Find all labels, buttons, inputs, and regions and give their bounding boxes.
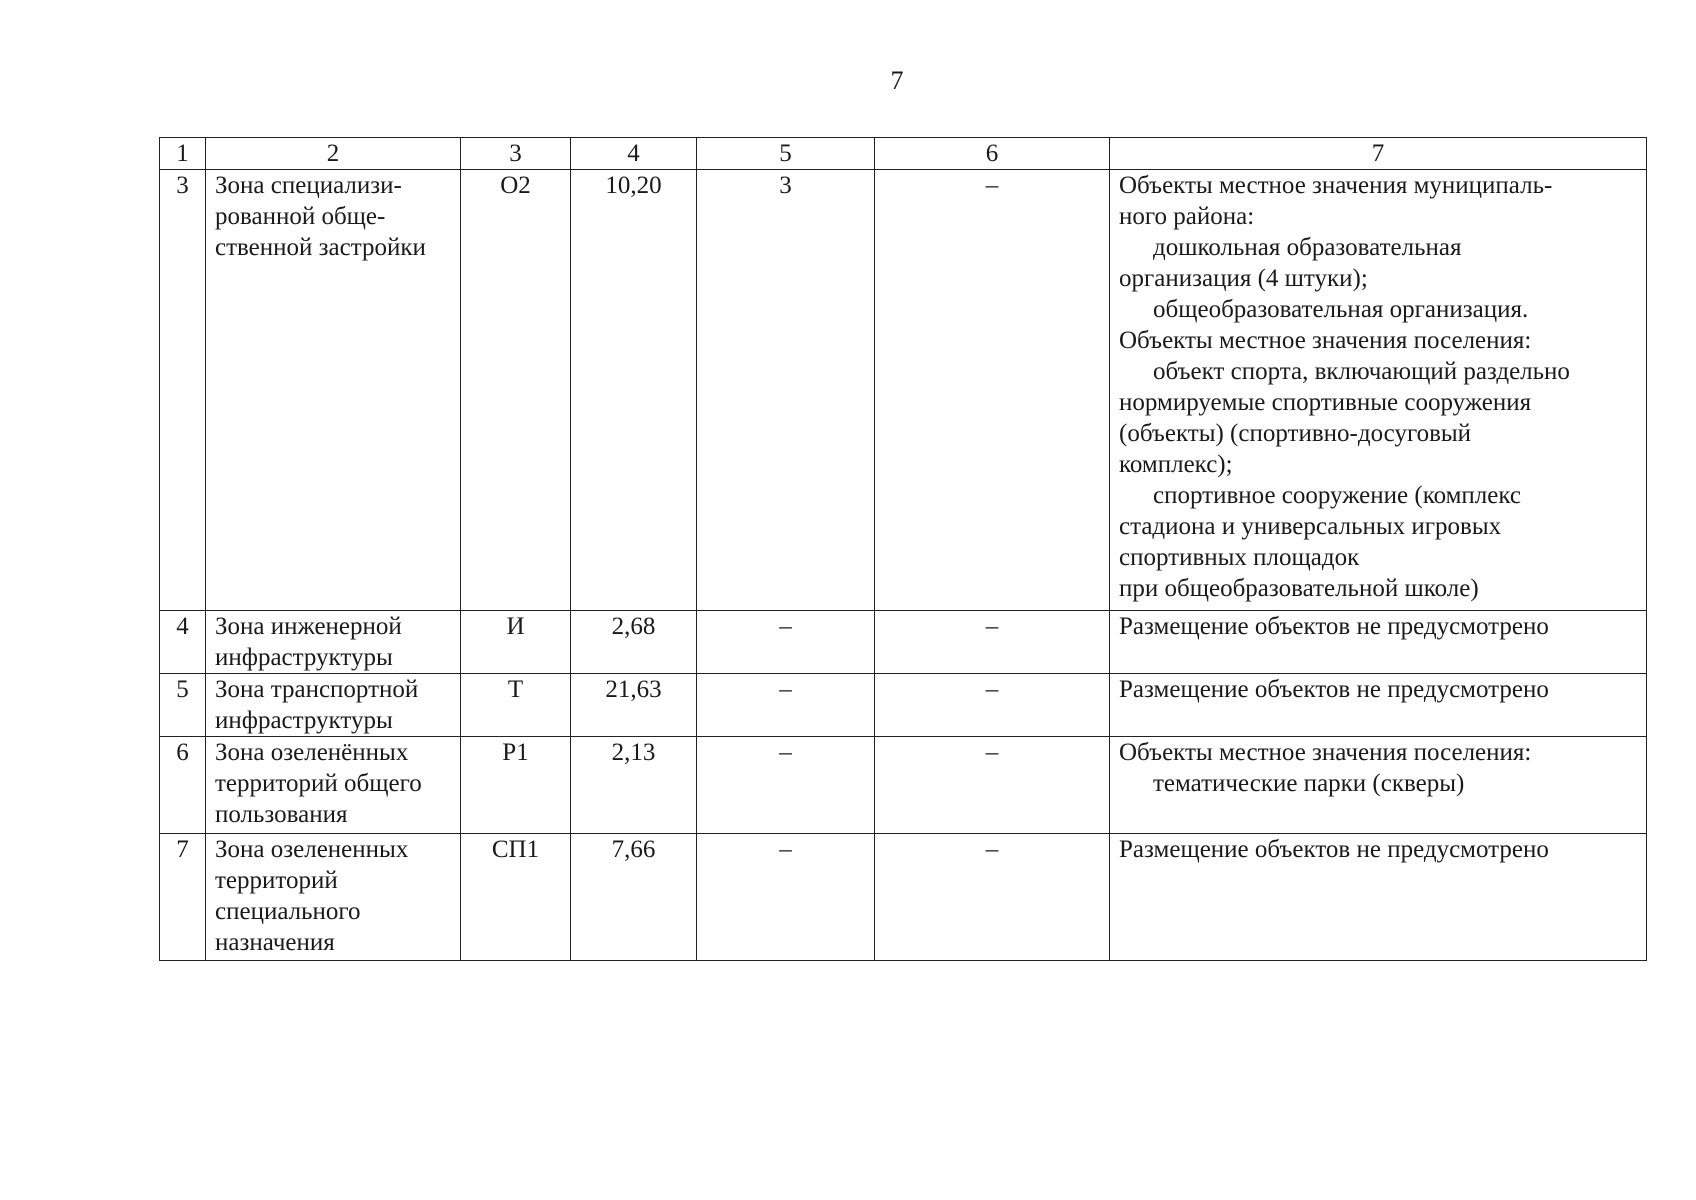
row-number-cell xyxy=(160,611,206,674)
zone-area: 21,63 xyxy=(605,676,662,703)
column-5-cell xyxy=(697,674,875,737)
zone-code: СП1 xyxy=(491,836,540,863)
column-6-value: – xyxy=(985,172,999,199)
column-6-value: – xyxy=(985,739,999,766)
description-line: спортивных площадок xyxy=(1119,544,1360,571)
column-6-cell xyxy=(875,170,1110,611)
zone-name-line: Зона озелененных xyxy=(215,836,409,863)
description-line: комплекс); xyxy=(1119,451,1233,478)
column-5-value: 3 xyxy=(779,172,792,199)
zone-name-line: инфраструктуры xyxy=(215,644,393,671)
zone-code-cell xyxy=(461,170,571,611)
description-cell xyxy=(1110,170,1647,611)
zone-area: 7,66 xyxy=(611,836,656,863)
table-row xyxy=(160,611,1647,674)
description-line: Объекты местное значения поселения: xyxy=(1119,327,1532,354)
column-5-cell xyxy=(697,170,875,611)
column-6-cell xyxy=(875,611,1110,674)
description-line: Объекты местное значения поселения: xyxy=(1119,739,1532,766)
row-number: 5 xyxy=(176,676,189,703)
table-row xyxy=(160,674,1647,737)
column-5-cell xyxy=(697,611,875,674)
column-6-cell xyxy=(875,674,1110,737)
zone-name-line: территорий общего xyxy=(215,770,422,797)
column-5-value: – xyxy=(779,676,792,703)
description-line: при общеобразовательной школе) xyxy=(1119,575,1479,602)
zone-name-line: назначения xyxy=(215,929,335,956)
zone-area-cell xyxy=(571,834,697,961)
description-line: Размещение объектов не предусмотрено xyxy=(1119,836,1549,863)
header-cell-6: 6 xyxy=(875,138,1110,170)
description-line: Размещение объектов не предусмотрено xyxy=(1119,613,1549,640)
zone-name-line: ственной застройки xyxy=(215,234,426,261)
zone-code: О2 xyxy=(500,172,531,199)
description-cell xyxy=(1110,737,1647,834)
column-6-value: – xyxy=(985,613,999,640)
description-line: ного района: xyxy=(1119,203,1255,230)
zone-code: Т xyxy=(507,676,524,703)
zone-name-line: пользования xyxy=(215,801,348,828)
header-cell-4: 4 xyxy=(571,138,697,170)
zone-name-line: специального xyxy=(215,898,361,925)
description-line: объект спорта, включающий раздельно xyxy=(1153,358,1570,385)
column-5-value: – xyxy=(779,739,792,766)
zones-table-body xyxy=(160,138,1647,961)
row-number-cell xyxy=(160,737,206,834)
description-line: спортивное сооружение (комплекс xyxy=(1153,482,1521,509)
zone-name-cell xyxy=(206,170,461,611)
description-line: дошкольная образовательная xyxy=(1153,234,1462,261)
zone-code: И xyxy=(506,613,525,640)
zones-table xyxy=(159,137,1647,961)
description-line: Размещение объектов не предусмотрено xyxy=(1119,676,1549,703)
column-6-cell xyxy=(875,737,1110,834)
header-cell-2: 2 xyxy=(206,138,461,170)
table-row xyxy=(160,737,1647,834)
zone-name-line: Зона озеленённых xyxy=(215,739,409,766)
description-cell xyxy=(1110,611,1647,674)
zone-code-cell xyxy=(461,674,571,737)
column-5-cell xyxy=(697,834,875,961)
zone-code: Р1 xyxy=(502,739,529,766)
row-number-cell xyxy=(160,674,206,737)
zone-area: 2,13 xyxy=(611,739,656,766)
row-number: 4 xyxy=(176,613,189,640)
page-number: 7 xyxy=(890,66,904,95)
table-row xyxy=(160,170,1647,611)
description-cell xyxy=(1110,834,1647,961)
description-line: организация (4 штуки); xyxy=(1119,265,1368,292)
description-line: общеобразовательная организация. xyxy=(1153,296,1529,323)
description-cell xyxy=(1110,674,1647,737)
column-6-value: – xyxy=(985,836,999,863)
row-number-cell xyxy=(160,170,206,611)
zone-name-line: Зона специализи- xyxy=(215,172,402,199)
header-cell-1: 1 xyxy=(160,138,206,170)
zone-name-line: Зона инженерной xyxy=(215,613,402,640)
column-5-cell xyxy=(697,737,875,834)
row-number: 3 xyxy=(176,172,189,199)
zone-area-cell xyxy=(571,737,697,834)
zone-name-cell xyxy=(206,834,461,961)
description-line: (объекты) (спортивно-досуговый xyxy=(1119,420,1472,447)
row-number: 7 xyxy=(176,836,189,863)
description-line: тематические парки (скверы) xyxy=(1153,770,1465,797)
description-line: стадиона и универсальных игровых xyxy=(1119,513,1502,540)
column-5-value: – xyxy=(779,613,792,640)
zone-code-cell xyxy=(461,737,571,834)
zone-name-cell xyxy=(206,674,461,737)
zone-name-line: рованной обще- xyxy=(215,203,386,230)
zone-code-cell xyxy=(461,611,571,674)
header-cell-7: 7 xyxy=(1110,138,1647,170)
zone-name-line: Зона транспортной xyxy=(215,676,419,703)
description-line: нормируемые спортивные сооружения xyxy=(1119,389,1532,416)
zone-area-cell xyxy=(571,170,697,611)
row-number-cell xyxy=(160,834,206,961)
zone-name-line: территорий xyxy=(215,867,338,894)
zone-name-line: инфраструктуры xyxy=(215,707,393,734)
table-header-row xyxy=(160,138,1647,170)
zone-name-cell xyxy=(206,737,461,834)
zone-area-cell xyxy=(571,611,697,674)
zone-area-cell xyxy=(571,674,697,737)
row-number: 6 xyxy=(176,739,189,766)
table-row xyxy=(160,834,1647,961)
column-6-cell xyxy=(875,834,1110,961)
description-line: Объекты местное значения муниципаль- xyxy=(1119,172,1553,199)
column-6-value: – xyxy=(985,676,999,703)
zone-area: 10,20 xyxy=(605,172,662,199)
header-cell-3: 3 xyxy=(461,138,571,170)
zone-name-cell xyxy=(206,611,461,674)
column-5-value: – xyxy=(779,836,792,863)
zone-area: 2,68 xyxy=(611,613,656,640)
zone-code-cell xyxy=(461,834,571,961)
header-cell-5: 5 xyxy=(697,138,875,170)
